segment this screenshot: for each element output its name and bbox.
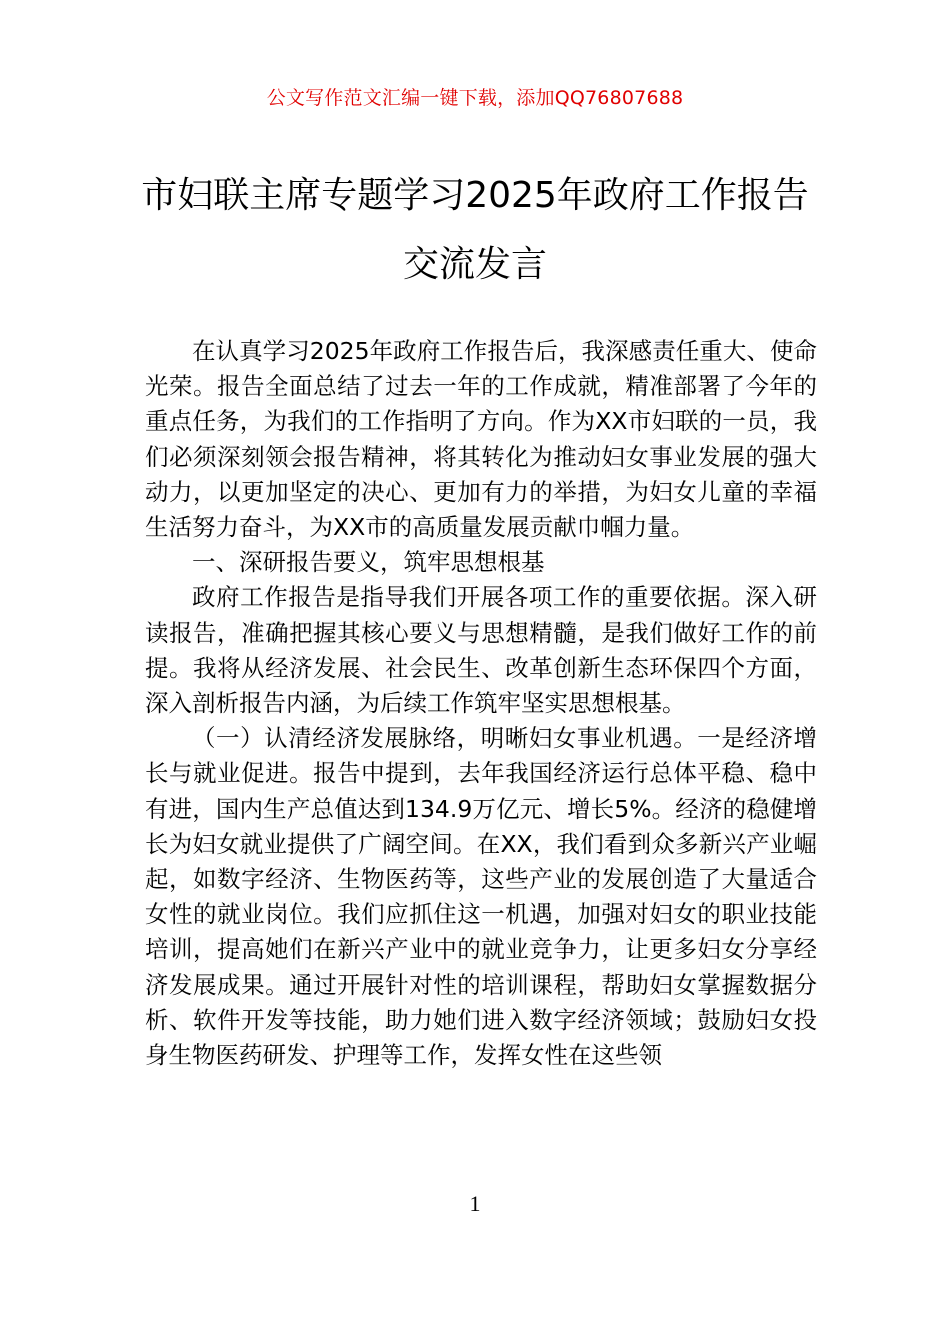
document-body <box>145 334 817 1073</box>
document-title-line-1: 市妇联主席专题学习2025年政府工作报告 <box>141 175 809 216</box>
paragraph-intro: 在认真学习2025年政府工作报告后，我深感责任重大、使命光荣。报告全面总结了过去一年的工作成就，精准部署了今年的重点任务，为我们的工作指明了方向。作为XX市妇联的一员，我们必须深刻领会报告精神，将其转化为推动妇女事业发展的强大动力，以更加坚定的决心、更加有力的举措，为妇女儿童的幸福生活努力奋斗，为XX市的高质量发展贡献巾帼力量。 <box>145 337 817 542</box>
page-number: 1 <box>469 1191 481 1216</box>
section-heading-1: 一、深研报告要义，筑牢思想根基 <box>192 548 545 577</box>
document-title-line-2: 交流发言 <box>402 244 547 285</box>
paragraph-subsection-1: （一）认清经济发展脉络，明晰妇女事业机遇。一是经济增长与就业促进。报告中提到，去年我国经济运行总体平稳、稳中有进，国内生产总值达到134.9万亿元、增长5%。经济的稳健增长为妇女就业提供了广阔空间。在XX，我们看到众多新兴产业崛起，如数字经济、生物医药等，这些产业的发展创造了大量适合女性的就业岗位。我们应抓住这一机遇，加强对妇女的职业技能培训，提高她们在新兴产业中的就业竞争力，让更多妇女分享经济发展成果。通过开展针对性的培训课程，帮助妇女掌握数据分析、软件开发等技能，助力她们进入数字经济领域；鼓励妇女投身生物医药研发、护理等工作，发挥女性在这些领 <box>145 724 817 1070</box>
paragraph-section-1: 政府工作报告是指导我们开展各项工作的重要依据。深入研读报告，准确把握其核心要义与思想精髓，是我们做好工作的前提。我将从经济发展、社会民生、改革创新生态环保四个方面，深入剖析报告内涵，为后续工作筑牢坚实思想根基。 <box>145 583 817 718</box>
download-banner: 公文写作范文汇编一键下载，添加QQ76807688 <box>266 87 684 109</box>
